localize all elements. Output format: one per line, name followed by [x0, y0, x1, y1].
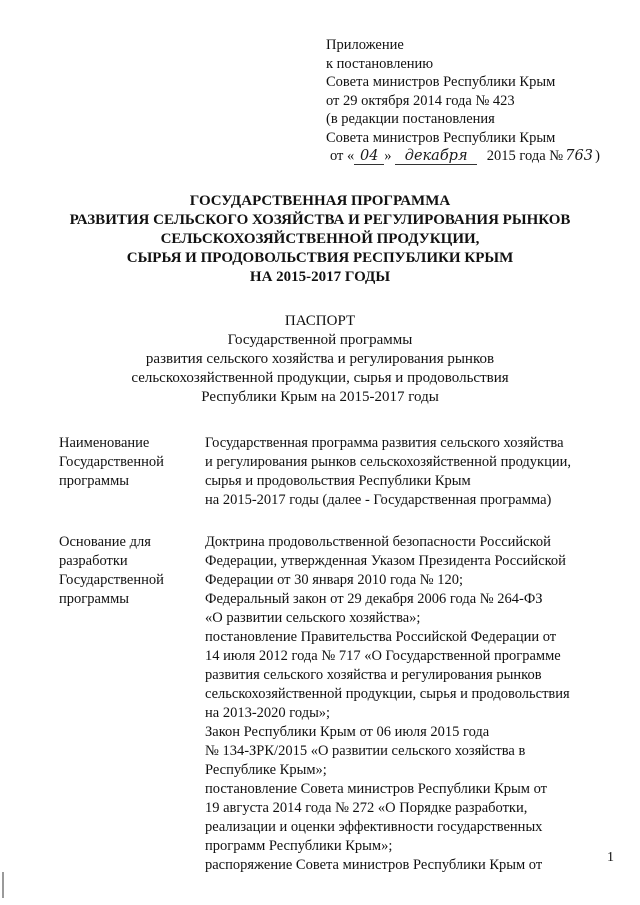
value-line: развития сельского хозяйства и регулирования рынков: [205, 667, 542, 683]
row-label: [59, 434, 199, 491]
value-line: Республике Крым»;: [205, 762, 327, 778]
value-line: на 2013-2020 годы»;: [205, 705, 331, 721]
label-line: программы: [59, 591, 129, 607]
value-line: распоряжение Совета министров Республики Крым от: [205, 857, 543, 873]
value-line: 14 июля 2012 года № 717 «О Государственной программе: [205, 648, 561, 664]
handwritten-day: 04: [354, 149, 384, 165]
row-value: [205, 434, 615, 510]
value-line: Федерации от 30 января 2010 года № 120;: [205, 572, 464, 588]
program-title: [40, 192, 600, 287]
value-line: Федерации, утвержденная Указом Президента Российской: [205, 553, 566, 569]
title-line: СЕЛЬСКОХОЗЯЙСТВЕННОЙ ПРОДУКЦИИ,: [160, 231, 480, 247]
value-line: и регулирования рынков сельскохозяйственной продукции,: [205, 454, 571, 470]
passport-heading: ПАСПОРТ: [284, 313, 356, 329]
value-line: программ Республики Крым»;: [205, 838, 393, 854]
label-line: Государственной: [59, 454, 164, 470]
scan-edge-mark: [2, 872, 4, 898]
value-line: реализации и оценки эффективности государственных: [205, 819, 543, 835]
page-number: 1: [607, 850, 614, 865]
date-year: 2015 года №: [486, 148, 564, 164]
label-line: программы: [59, 473, 129, 489]
value-line: на 2015-2017 годы (далее - Государственная программа): [205, 492, 552, 508]
label-line: Наименование: [59, 435, 150, 451]
title-line: НА 2015-2017 ГОДЫ: [249, 269, 391, 285]
value-line: Закон Республики Крым от 06 июля 2015 года: [205, 724, 490, 740]
passport-line: Государственной программы: [227, 332, 413, 348]
appendix-line: (в редакции постановления: [326, 111, 495, 127]
row-label: [59, 533, 199, 609]
appendix-line: Приложение: [326, 37, 404, 53]
appendix-block: [326, 36, 600, 166]
passport-heading-block: [40, 312, 600, 407]
date-quote: »: [384, 148, 392, 164]
value-line: сырья и продовольствия Республики Крым: [205, 473, 471, 489]
passport-line: развития сельского хозяйства и регулирования рынков: [145, 351, 495, 367]
appendix-line: Совета министров Республики Крым: [326, 74, 556, 90]
label-line: Государственной: [59, 572, 164, 588]
value-line: сельскохозяйственной продукции, сырья и продовольствия: [205, 686, 570, 702]
title-line: ГОСУДАРСТВЕННАЯ ПРОГРАММА: [189, 193, 451, 209]
value-line: № 134-ЗРК/2015 «О развитии сельского хозяйства в: [205, 743, 526, 759]
appendix-line: к постановлению: [326, 55, 434, 72]
label-line: разработки: [59, 553, 128, 569]
value-line: Государственная программа развития сельского хозяйства: [205, 435, 564, 451]
value-line: Федеральный закон от 29 декабря 2006 года № 264-ФЗ: [205, 591, 543, 607]
label-line: Основание для: [59, 534, 151, 550]
value-line: «О развитии сельского хозяйства»;: [205, 610, 421, 626]
row-value: [205, 533, 615, 875]
passport-line: Республики Крым на 2015-2017 годы: [201, 389, 439, 405]
date-prefix: от «: [330, 148, 355, 164]
value-line: Доктрина продовольственной безопасности Российской: [205, 534, 551, 550]
handwritten-number: 763: [565, 148, 593, 164]
amendment-date-line: от « 04 » декабря 2015 года № 763 ): [330, 148, 600, 164]
appendix-line: от 29 октября 2014 года № 423: [326, 92, 515, 109]
value-line: 19 августа 2014 года № 272 «О Порядке разработки,: [205, 800, 528, 816]
title-line: РАЗВИТИЯ СЕЛЬСКОГО ХОЗЯЙСТВА И РЕГУЛИРОВАНИЯ РЫНКОВ: [69, 212, 571, 228]
value-line: постановление Совета министров Республики Крым от: [205, 781, 547, 797]
passport-line: сельскохозяйственной продукции, сырья и продовольствия: [131, 370, 509, 386]
value-line: постановление Правительства Российской Федерации от: [205, 629, 557, 645]
appendix-line: Совета министров Республики Крым: [326, 129, 556, 146]
handwritten-month: декабря: [395, 149, 477, 165]
title-line: СЫРЬЯ И ПРОДОВОЛЬСТВИЯ РЕСПУБЛИКИ КРЫМ: [126, 250, 514, 266]
